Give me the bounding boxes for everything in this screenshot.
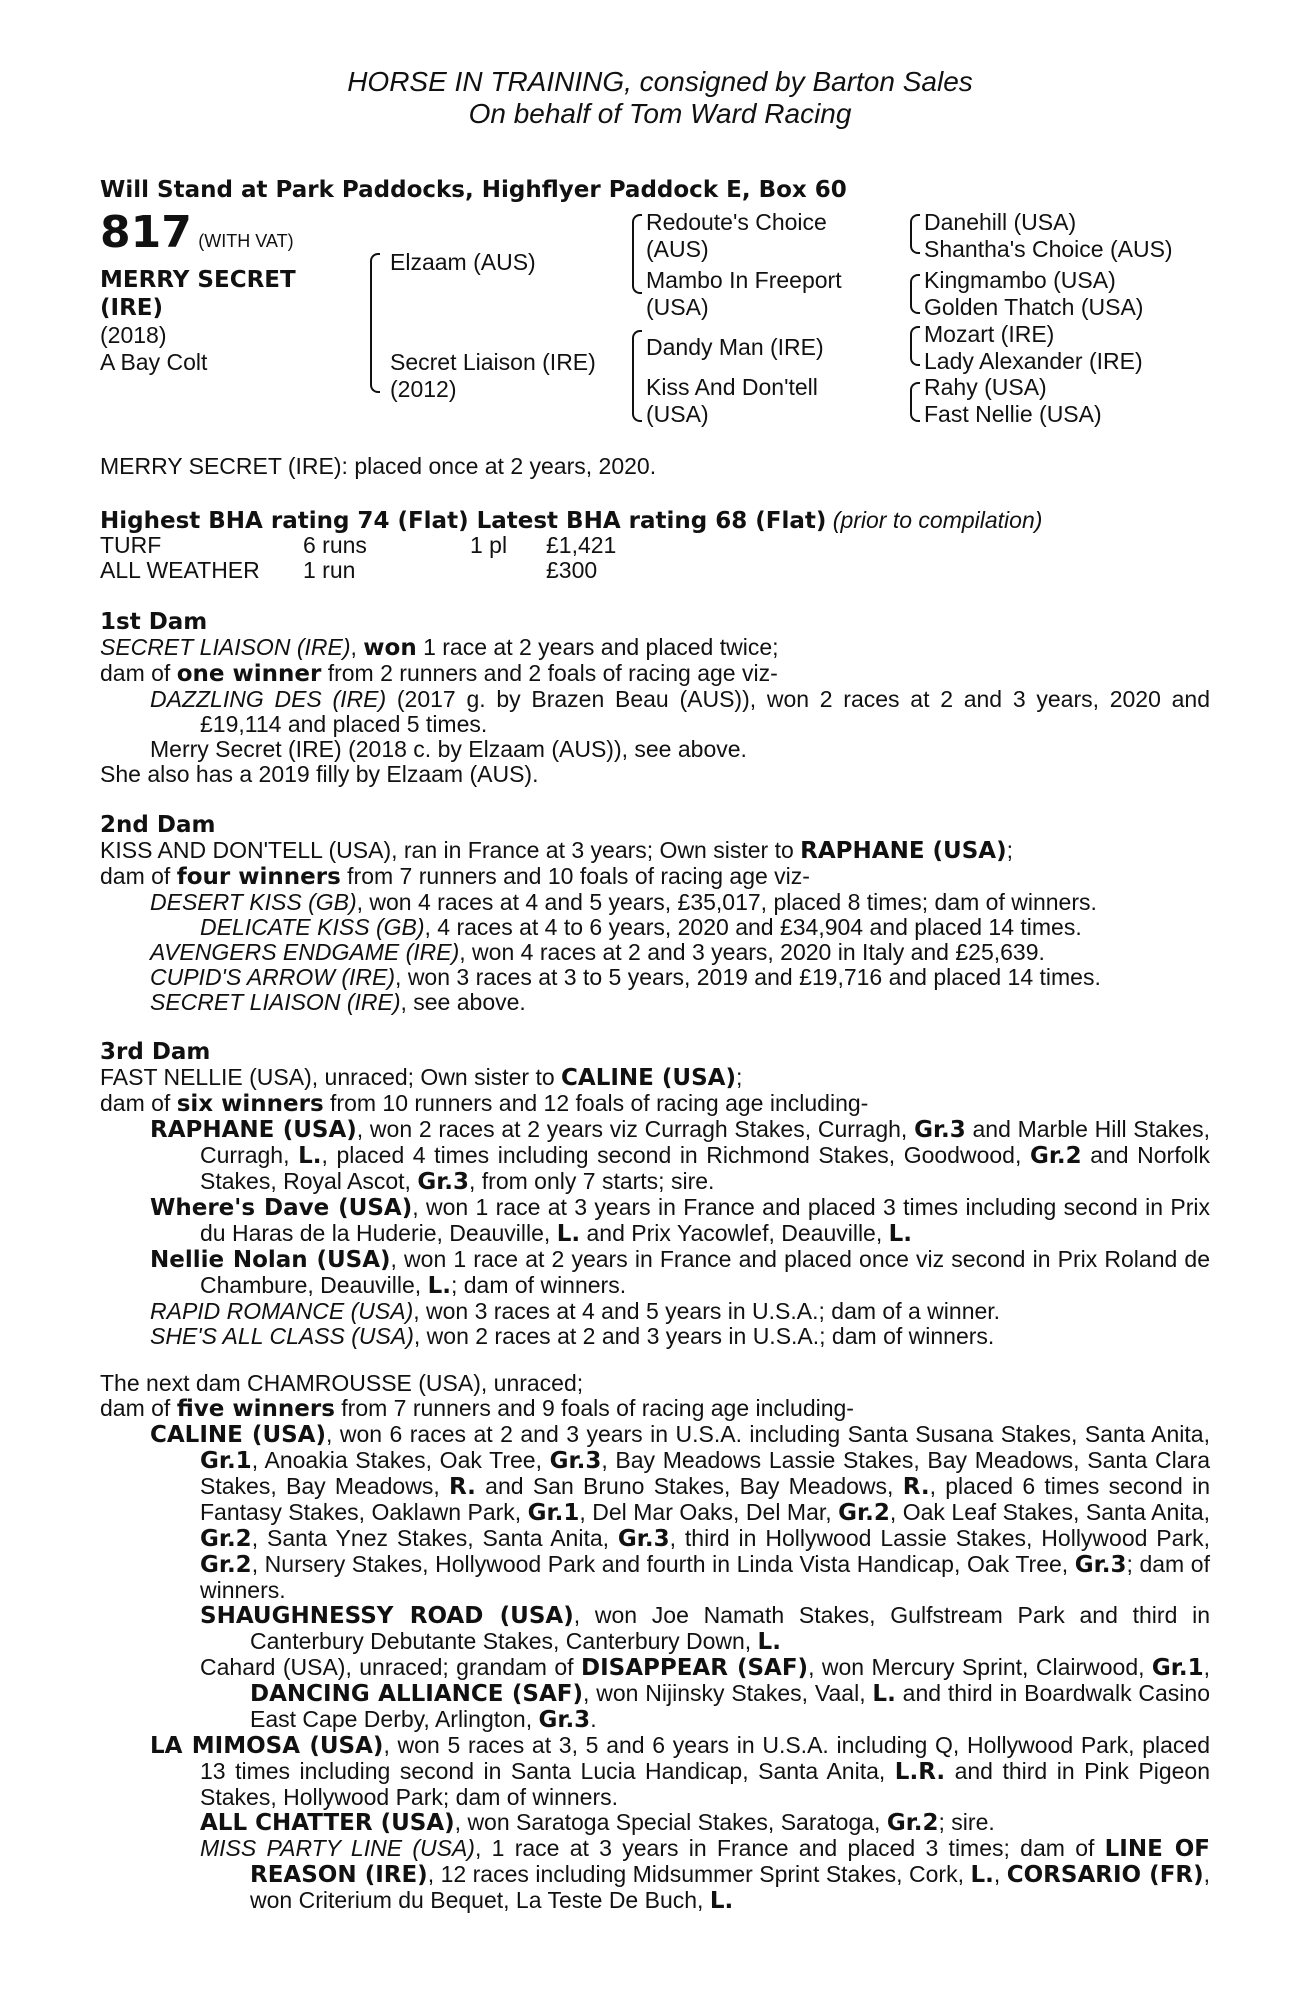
next-dam-progeny: Cahard (USA), unraced; grandam of DISAPPEAR (SAF), won Mercury Sprint, Clairwood, Gr.1, DANCING ALLIANCE (SAF), won Nijinsky Stakes, Vaal, L. and third in Boardwalk Casino East Cape Derby, Arlington, Gr.3. bbox=[200, 1654, 1210, 1733]
aw-runs: 1 run bbox=[303, 557, 356, 583]
pedigree-ddd: Fast Nellie (USA) bbox=[924, 401, 1102, 427]
lot-number-line bbox=[100, 207, 294, 258]
pedigree-dam-year: (2012) bbox=[390, 376, 457, 402]
pedigree-bracket bbox=[910, 382, 920, 422]
rating-line bbox=[100, 508, 1042, 534]
second-dam-title: 2nd Dam bbox=[100, 812, 216, 838]
second-dam-text: KISS AND DON'TELL (USA), ran in France at 3 years; Own sister to RAPHANE (USA); bbox=[100, 837, 1013, 864]
pedigree-sire-dam-country: (USA) bbox=[646, 294, 709, 320]
second-dam-progeny: SECRET LIAISON (IRE), see above. bbox=[150, 989, 526, 1015]
pedigree-bracket bbox=[910, 274, 920, 314]
second-dam-section bbox=[100, 813, 1210, 1015]
pedigree-sss: Danehill (USA) bbox=[924, 209, 1077, 235]
first-dam-text: She also has a 2019 filly by Elzaam (AUS). bbox=[100, 761, 539, 787]
next-dam-progeny: ALL CHATTER (USA), won Saratoga Special Stakes, Saratoga, Gr.2; sire. bbox=[200, 1809, 995, 1836]
first-dam-section bbox=[100, 610, 1210, 787]
header-line-1: HORSE IN TRAINING, consigned by Barton Sales bbox=[347, 66, 973, 97]
lot-number: 817 bbox=[100, 207, 192, 258]
second-dam-progeny: DELICATE KISS (GB), 4 races at 4 to 6 years, 2020 and £34,904 and placed 14 times. bbox=[200, 914, 1082, 940]
next-dam-progeny: LA MIMOSA (USA), won 5 races at 3, 5 and 6 years in U.S.A. including Q, Hollywood Park, placed 13 times including second in Santa Lucia Handicap, Santa Anita, L.R. and third in Pink Pigeon Stakes, Hollywood Park; dam of winners. bbox=[150, 1732, 1210, 1810]
horse-name-2: (IRE) bbox=[100, 295, 164, 321]
rating-bold: Highest BHA rating 74 (Flat) Latest BHA rating 68 (Flat) bbox=[100, 508, 827, 534]
third-dam-text: FAST NELLIE (USA), unraced; Own sister to CALINE (USA); bbox=[100, 1064, 743, 1091]
pedigree-dds: Rahy (USA) bbox=[924, 374, 1047, 400]
stand-location: Will Stand at Park Paddocks, Highflyer Paddock E, Box 60 bbox=[100, 177, 847, 203]
second-dam-progeny: DESERT KISS (GB), won 4 races at 4 and 5 years, £35,017, placed 8 times; dam of winners. bbox=[150, 889, 1097, 915]
race-summary: MERRY SECRET (IRE): placed once at 2 years, 2020. bbox=[100, 453, 657, 479]
pedigree-ssd: Shantha's Choice (AUS) bbox=[924, 236, 1173, 262]
pedigree-dss: Mozart (IRE) bbox=[924, 321, 1055, 347]
pedigree-sire-sire: Redoute's Choice bbox=[646, 209, 827, 235]
pedigree-sire-sire-country: (AUS) bbox=[646, 236, 709, 262]
horse-name-1: MERRY SECRET bbox=[100, 267, 296, 293]
first-dam-title: 1st Dam bbox=[100, 609, 208, 635]
next-dam-progeny: CALINE (USA), won 6 races at 2 and 3 years in U.S.A. including Santa Susana Stakes, Santa Anita, Gr.1, Anoakia Stakes, Oak Tree, Gr.3, Bay Meadows Lassie Stakes, Bay Meadows, Santa Clara Stakes, Bay Meadows, R. and San Bruno Stakes, Bay Meadows, R., placed 6 times second in Fantasy Stakes, Oaklawn Park, Gr.1, Del Mar Oaks, Del Mar, Gr.2, Oak Leaf Stakes, Santa Anita, Gr.2, Santa Ynez Stakes, Santa Anita, Gr.3, third in Hollywood Lassie Stakes, Hollywood Park, Gr.2, Nursery Stakes, Hollywood Park and fourth in Linda Vista Handicap, Oak Tree, Gr.3; dam of winners. bbox=[150, 1421, 1211, 1603]
pedigree-bracket bbox=[910, 326, 920, 366]
first-dam-progeny: DAZZLING DES (IRE) (2017 g. by Brazen Beau (AUS)), won 2 races at 2 and 3 years, 2020 and £19,114 and placed 5 times. bbox=[150, 686, 1210, 737]
turf-placed: 1 pl bbox=[470, 532, 508, 558]
third-dam-progeny: RAPHANE (USA), won 2 races at 2 years viz Curragh Stakes, Curragh, Gr.3 and Marble Hill Stakes, Curragh, L., placed 4 times including second in Richmond Stakes, Goodwood, Gr.2 and Norfolk Stakes, Royal Ascot, Gr.3, from only 7 starts; sire. bbox=[150, 1116, 1211, 1195]
third-dam-title: 3rd Dam bbox=[100, 1039, 211, 1065]
next-dam-text: dam of five winners from 7 runners and 9 foals of racing age including- bbox=[100, 1395, 854, 1422]
first-dam-text: dam of one winner from 2 runners and 2 foals of racing age viz- bbox=[100, 660, 778, 687]
turf-label: TURF bbox=[100, 532, 162, 558]
pedigree-sire-dam: Mambo In Freeport bbox=[646, 267, 842, 293]
third-dam-section bbox=[100, 1040, 1210, 1349]
aw-earnings: £300 bbox=[546, 557, 598, 583]
aw-label: ALL WEATHER bbox=[100, 557, 260, 583]
pedigree-dsd: Lady Alexander (IRE) bbox=[924, 348, 1143, 374]
second-dam-progeny: CUPID'S ARROW (IRE), won 3 races at 3 to 5 years, 2019 and £19,716 and placed 14 times. bbox=[150, 964, 1101, 990]
horse-year: (2018) bbox=[100, 322, 167, 348]
second-dam-text: dam of four winners from 7 runners and 10 foals of racing age viz- bbox=[100, 863, 810, 890]
second-dam-progeny: AVENGERS ENDGAME (IRE), won 4 races at 2 and 3 years, 2020 in Italy and £25,639. bbox=[150, 939, 1045, 965]
pedigree-bracket bbox=[632, 330, 642, 422]
pedigree-bracket bbox=[632, 214, 642, 294]
turf-runs: 6 runs bbox=[303, 532, 367, 558]
third-dam-progeny: RAPID ROMANCE (USA), won 3 races at 4 and 5 years in U.S.A.; dam of a winner. bbox=[150, 1298, 1001, 1324]
first-dam-text: SECRET LIAISON (IRE), won 1 race at 2 years and placed twice; bbox=[100, 634, 779, 661]
pedigree-sds: Kingmambo (USA) bbox=[924, 267, 1116, 293]
next-dam-progeny: MISS PARTY LINE (USA), 1 race at 3 years in France and placed 3 times; dam of LINE OF REASON (IRE), 12 races including Midsummer Sprint Stakes, Cork, L., CORSARIO (FR), won Criterium du Bequet, La Teste De Buch, L. bbox=[200, 1835, 1211, 1914]
turf-earnings: £1,421 bbox=[546, 532, 617, 558]
rating-note: (prior to compilation) bbox=[832, 507, 1043, 533]
first-dam-progeny: Merry Secret (IRE) (2018 c. by Elzaam (AUS)), see above. bbox=[150, 736, 747, 762]
next-dam-progeny: SHAUGHNESSY ROAD (USA), won Joe Namath Stakes, Gulfstream Park and third in Canterbury Debutante Stakes, Canterbury Down, L. bbox=[200, 1602, 1211, 1655]
pedigree-dam-dam-country: (USA) bbox=[646, 401, 709, 427]
third-dam-progeny: Where's Dave (USA), won 1 race at 3 years in France and placed 3 times including second in Prix du Haras de la Huderie, Deauville, L. and Prix Yacowlef, Deauville, L. bbox=[150, 1194, 1210, 1247]
horse-description: A Bay Colt bbox=[100, 349, 208, 375]
next-dam-section bbox=[100, 1371, 1210, 1914]
pedigree-dam-sire: Dandy Man (IRE) bbox=[646, 334, 824, 360]
vat-label: (WITH VAT) bbox=[198, 231, 294, 251]
third-dam-progeny: Nellie Nolan (USA), won 1 race at 2 years in France and placed once viz second in Prix Roland de Chambure, Deauville, L.; dam of winners. bbox=[150, 1246, 1210, 1299]
third-dam-text: dam of six winners from 10 runners and 12 foals of racing age including- bbox=[100, 1090, 869, 1117]
next-dam-text: The next dam CHAMROUSSE (USA), unraced; bbox=[100, 1370, 584, 1396]
pedigree-sdd: Golden Thatch (USA) bbox=[924, 294, 1144, 320]
pedigree-sire: Elzaam (AUS) bbox=[390, 249, 536, 275]
header-line-2: On behalf of Tom Ward Racing bbox=[468, 98, 852, 129]
third-dam-progeny: SHE'S ALL CLASS (USA), won 2 races at 2 and 3 years in U.S.A.; dam of winners. bbox=[150, 1323, 995, 1349]
pedigree-dam-dam: Kiss And Don'tell bbox=[646, 374, 818, 400]
pedigree-bracket bbox=[370, 253, 380, 393]
pedigree-bracket bbox=[910, 214, 920, 254]
pedigree-dam: Secret Liaison (IRE) bbox=[390, 349, 596, 375]
